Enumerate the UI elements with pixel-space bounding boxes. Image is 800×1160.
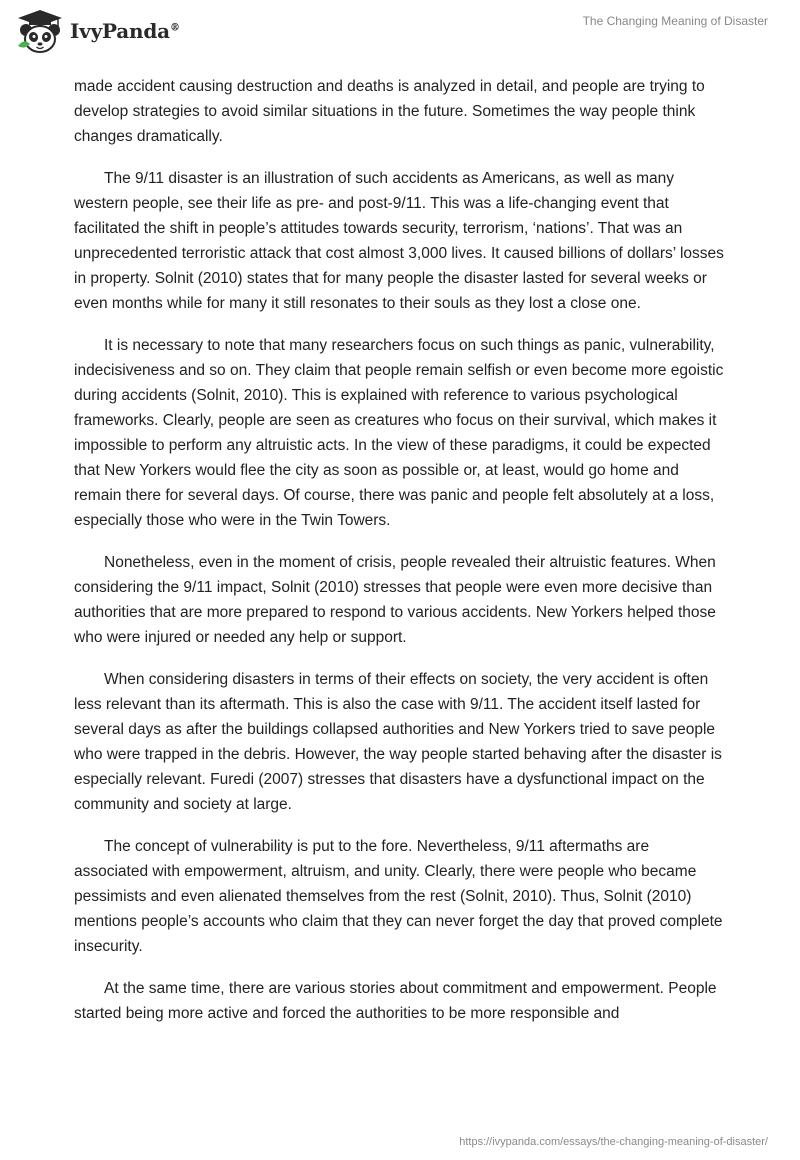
page-header <box>0 0 800 62</box>
paragraph: It is necessary to note that many researchers focus on such things as panic, vulnerability, indecisiveness and so on. They claim that people remain selfish or even become more egoistic during accidents (Solnit, 2010). This is explained with reference to various psychological frameworks. Clearly, people are seen as creatures who focus on their survival, which makes it impossible to perform any altruistic acts. In the view of these paradigms, it could be expected that New Yorkers would flee the city as soon as possible or, at least, would go home and remain there for several days. Of course, there was panic and people felt absolutely at a loss, especially those who were in the Twin Towers. <box>74 337 724 529</box>
registered-mark: ® <box>169 22 180 34</box>
document-title: The Changing Meaning of Disaster <box>582 14 768 28</box>
paragraph: At the same time, there are various stories about commitment and empowerment. People started being more active and forced the authorities to be more responsible and <box>74 980 717 1022</box>
brand-name <box>70 19 180 43</box>
paragraph-continued: made accident causing destruction and deaths is analyzed in detail, and people are trying to develop strategies to avoid similar situations in the future. Sometimes the way people think changes dramatically. <box>74 78 705 145</box>
paragraph: The concept of vulnerability is put to the fore. Nevertheless, 9/11 aftermaths are associated with empowerment, altruism, and unity. Clearly, there were people who became pessimists and even alienated themselves from the rest (Solnit, 2010). Thus, Solnit (2010) mentions people’s accounts who claim that they can never forget the day that proved complete insecurity. <box>74 838 723 955</box>
brand-name-text: IvyPanda <box>70 19 170 43</box>
ivypanda-logo[interactable] <box>14 8 180 54</box>
source-url[interactable]: https://ivypanda.com/essays/the-changing-meaning-of-disaster/ <box>459 1136 768 1148</box>
paragraph: The 9/11 disaster is an illustration of such accidents as Americans, as well as many western people, see their life as pre- and post-9/11. This was a life-changing event that facilitated the shift in people’s attitudes towards security, terrorism, ‘nations’. That was an unprecedented terroristic attack that cost almost 3,000 lives. It caused billions of dollars’ losses in property. Solnit (2010) states that for many people the disaster lasted for several weeks or even months while for many it still resonates to their souls as they lost a close one. <box>74 170 724 312</box>
paragraph: Nonetheless, even in the moment of crisis, people revealed their altruistic features. When considering the 9/11 impact, Solnit (2010) stresses that people were even more decisive than authorities that are more prepared to respond to various accidents. New Yorkers helped those who were injured or needed any help or support. <box>74 554 716 646</box>
panda-graduate-icon <box>14 8 66 54</box>
paragraph: When considering disasters in terms of their effects on society, the very accident is often less relevant than its aftermath. This is also the case with 9/11. The accident itself lasted for several days as after the buildings collapsed authorities and New Yorkers tried to save people who were trapped in the debris. However, the way people started behaving after the disaster is especially relevant. Furedi (2007) stresses that disasters have a dysfunctional impact on the community and society at large. <box>74 671 722 813</box>
essay-body <box>74 74 724 1043</box>
